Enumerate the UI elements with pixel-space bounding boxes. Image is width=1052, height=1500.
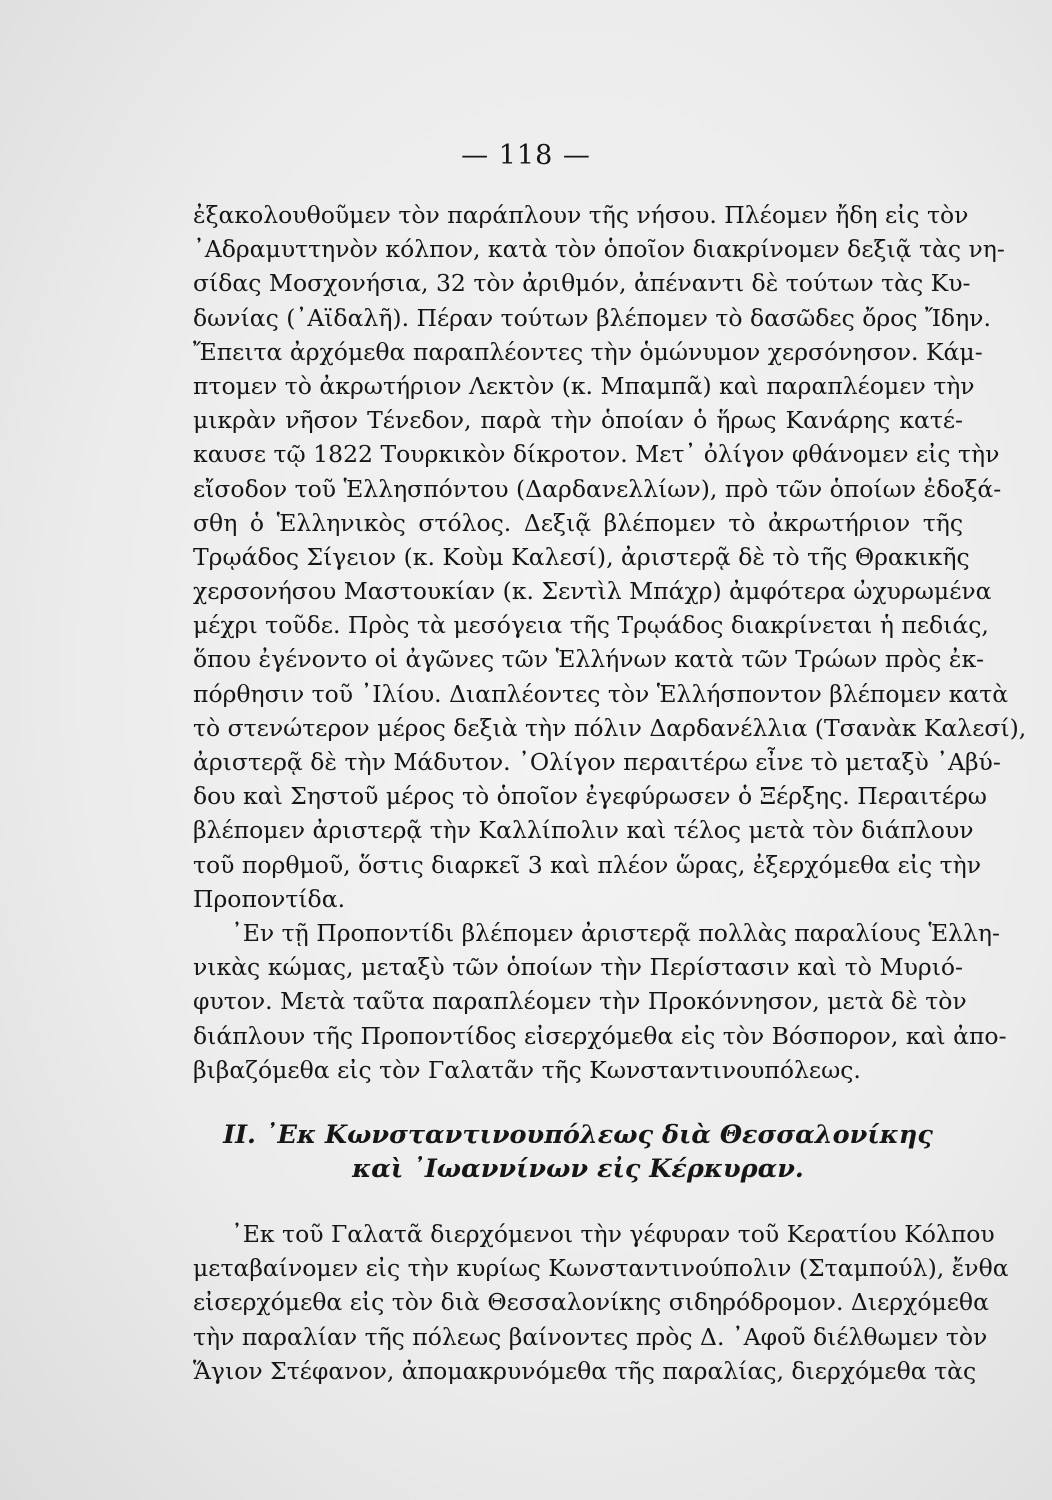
paragraph-line: βιβαζόμεθα εἰς τὸν Γαλατᾶν τῆς Κωνσταντινουπόλεως.: [193, 1055, 861, 1084]
paragraph-line: βλέπομεν ἀριστερᾷ τὴν Καλλίπολιν καὶ τέλος μετὰ τὸν διάπλουν: [193, 816, 974, 845]
paragraph-line: ᾿Εν τῇ Προποντίδι βλέπομεν ἀριστερᾷ πολλὰς παραλίους Ἑλλη-: [231, 918, 1000, 947]
paragraph-line: εἰσερχόμεθα εἰς τὸν διὰ Θεσσαλονίκης σιδηρόδρομον. Διερχόμεθα: [193, 1288, 989, 1317]
paragraph-line: Ἅγιον Στέφανον, ἀπομακρυνόμεθα τῆς παραλίας, διερχόμεθα τὰς: [193, 1356, 977, 1385]
heading-line: ΙΙ. ᾿Εκ Κωνσταντινουπόλεως διὰ Θεσσαλονίκης: [223, 1120, 933, 1150]
paragraph-line: Τρῳάδος Σίγειον (κ. Κοὺμ Καλεσί), ἀριστερᾷ δὲ τὸ τῆς Θρακικῆς: [193, 542, 970, 571]
paragraph-line: ὅπου ἐγένοντο οἱ ἀγῶνες τῶν Ἑλλήνων κατὰ τῶν Τρώων πρὸς ἐκ-: [193, 645, 985, 674]
paragraph-line: καυσε τῷ 1822 Τουρκικὸν δίκροτον. Μετ᾿ ὀλίγον φθάνομεν εἰς τὴν: [193, 440, 1000, 469]
paragraph-line: σθη ὁ Ἑλληνικὸς στόλος. Δεξιᾷ βλέπομεν τὸ ἀκρωτήριον τῆς: [193, 508, 963, 537]
paragraph-line: τὴν παραλίαν τῆς πόλεως βαίνοντες πρὸς Δ. ᾿Αφοῦ διέλθωμεν τὸν: [193, 1322, 988, 1351]
paragraph-line: πόρθησιν τοῦ ᾿Ιλίου. Διαπλέοντες τὸν Ἑλλήσποντον βλέπομεν κατὰ: [193, 679, 1009, 708]
section-text: [193, 1217, 1009, 1388]
paragraph-line: ἐξακολουθοῦμεν τὸν παράπλουν τῆς νήσου. Πλέομεν ἤδη εἰς τὸν: [193, 201, 969, 229]
page-number: — 118 —: [461, 140, 591, 171]
paragraph-line: δου καὶ Σηστοῦ μέρος τὸ ὁποῖον ἐγεφύρωσεν ὁ Ξέρξης. Περαιτέρω: [193, 782, 987, 811]
paragraph-line: τοῦ πορθμοῦ, ὅστις διαρκεῖ 3 καὶ πλέον ὥρας, ἐξερχόμεθα εἰς τὴν: [193, 850, 982, 879]
heading-line: καὶ ᾿Ιωαννίνων εἰς Κέρκυραν.: [352, 1154, 804, 1184]
paragraph-line: διάπλουν τῆς Προποντίδος εἰσερχόμεθα εἰς τὸν Βόσπορον, καὶ ἀπο-: [193, 1021, 1007, 1050]
section-heading: [193, 1118, 963, 1186]
paragraph-line: χερσονήσου Μαστουκίαν (κ. Σεντὶλ Μπάχρ) ἀμφότερα ὠχυρωμένα: [193, 577, 992, 606]
paragraph-line: σίδας Μοσχονήσια, 32 τὸν ἀριθμόν, ἀπέναντι δὲ τούτων τὰς Κυ-: [193, 269, 971, 298]
paragraph-line: Ἔπειτα ἀρχόμεθα παραπλέοντες τὴν ὁμώνυμον χερσόνησον. Κάμ-: [193, 337, 983, 366]
paragraph-line: ᾿Εκ τοῦ Γαλατᾶ διερχόμενοι τὴν γέφυραν τοῦ Κερατίου Κόλπου: [231, 1220, 995, 1248]
paragraph-line: μεταβαίνομεν εἰς τὴν κυρίως Κωνσταντινούπολιν (Σταμπούλ), ἔνθα: [193, 1254, 1009, 1283]
paragraph-line: νικὰς κώμας, μεταξὺ τῶν ὁποίων τὴν Περίστασιν καὶ τὸ Μυριό-: [193, 953, 963, 982]
paragraph-line: μικρὰν νῆσον Τένεδον, παρὰ τὴν ὁποίαν ὁ ἥρως Κανάρης κατέ-: [193, 406, 963, 435]
paragraph-line: δωνίας (᾿Αϊδαλῆ). Πέραν τούτων βλέπομεν τὸ δασῶδες ὄρος Ἴδην.: [193, 303, 991, 332]
main-text: [193, 198, 1027, 1087]
paragraph-line: μέχρι τοῦδε. Πρὸς τὰ μεσόγεια τῆς Τρῳάδος διακρίνεται ἡ πεδιάς,: [193, 611, 989, 640]
paragraph-line: τὸ στενώτερον μέρος δεξιὰ τὴν πόλιν Δαρδανέλλια (Τσανὰκ Καλεσί),: [193, 713, 1027, 742]
paragraph-line: εἴσοδον τοῦ Ἑλλησπόντου (Δαρδανελλίων), πρὸ τῶν ὁποίων ἐδοξά-: [193, 474, 1002, 503]
paragraph-line: ἀριστερᾷ δὲ τὴν Μάδυτον. ᾿Ολίγον περαιτέρω εἶνε τὸ μεταξὺ ᾿Αβύ-: [193, 748, 1001, 776]
paragraph-line: πτομεν τὸ ἀκρωτήριον Λεκτὸν (κ. Μπαμπᾶ) καὶ παραπλέομεν τὴν: [193, 371, 975, 400]
paragraph-line: φυτον. Μετὰ ταῦτα παραπλέομεν τὴν Προκόννησον, μετὰ δὲ τὸν: [193, 987, 967, 1016]
paragraph-line: ᾿Αδραμυττηνὸν κόλπον, κατὰ τὸν ὁποῖον διακρίνομεν δεξιᾷ τὰς νη-: [193, 235, 1005, 264]
paragraph-line: Προποντίδα.: [193, 884, 346, 913]
